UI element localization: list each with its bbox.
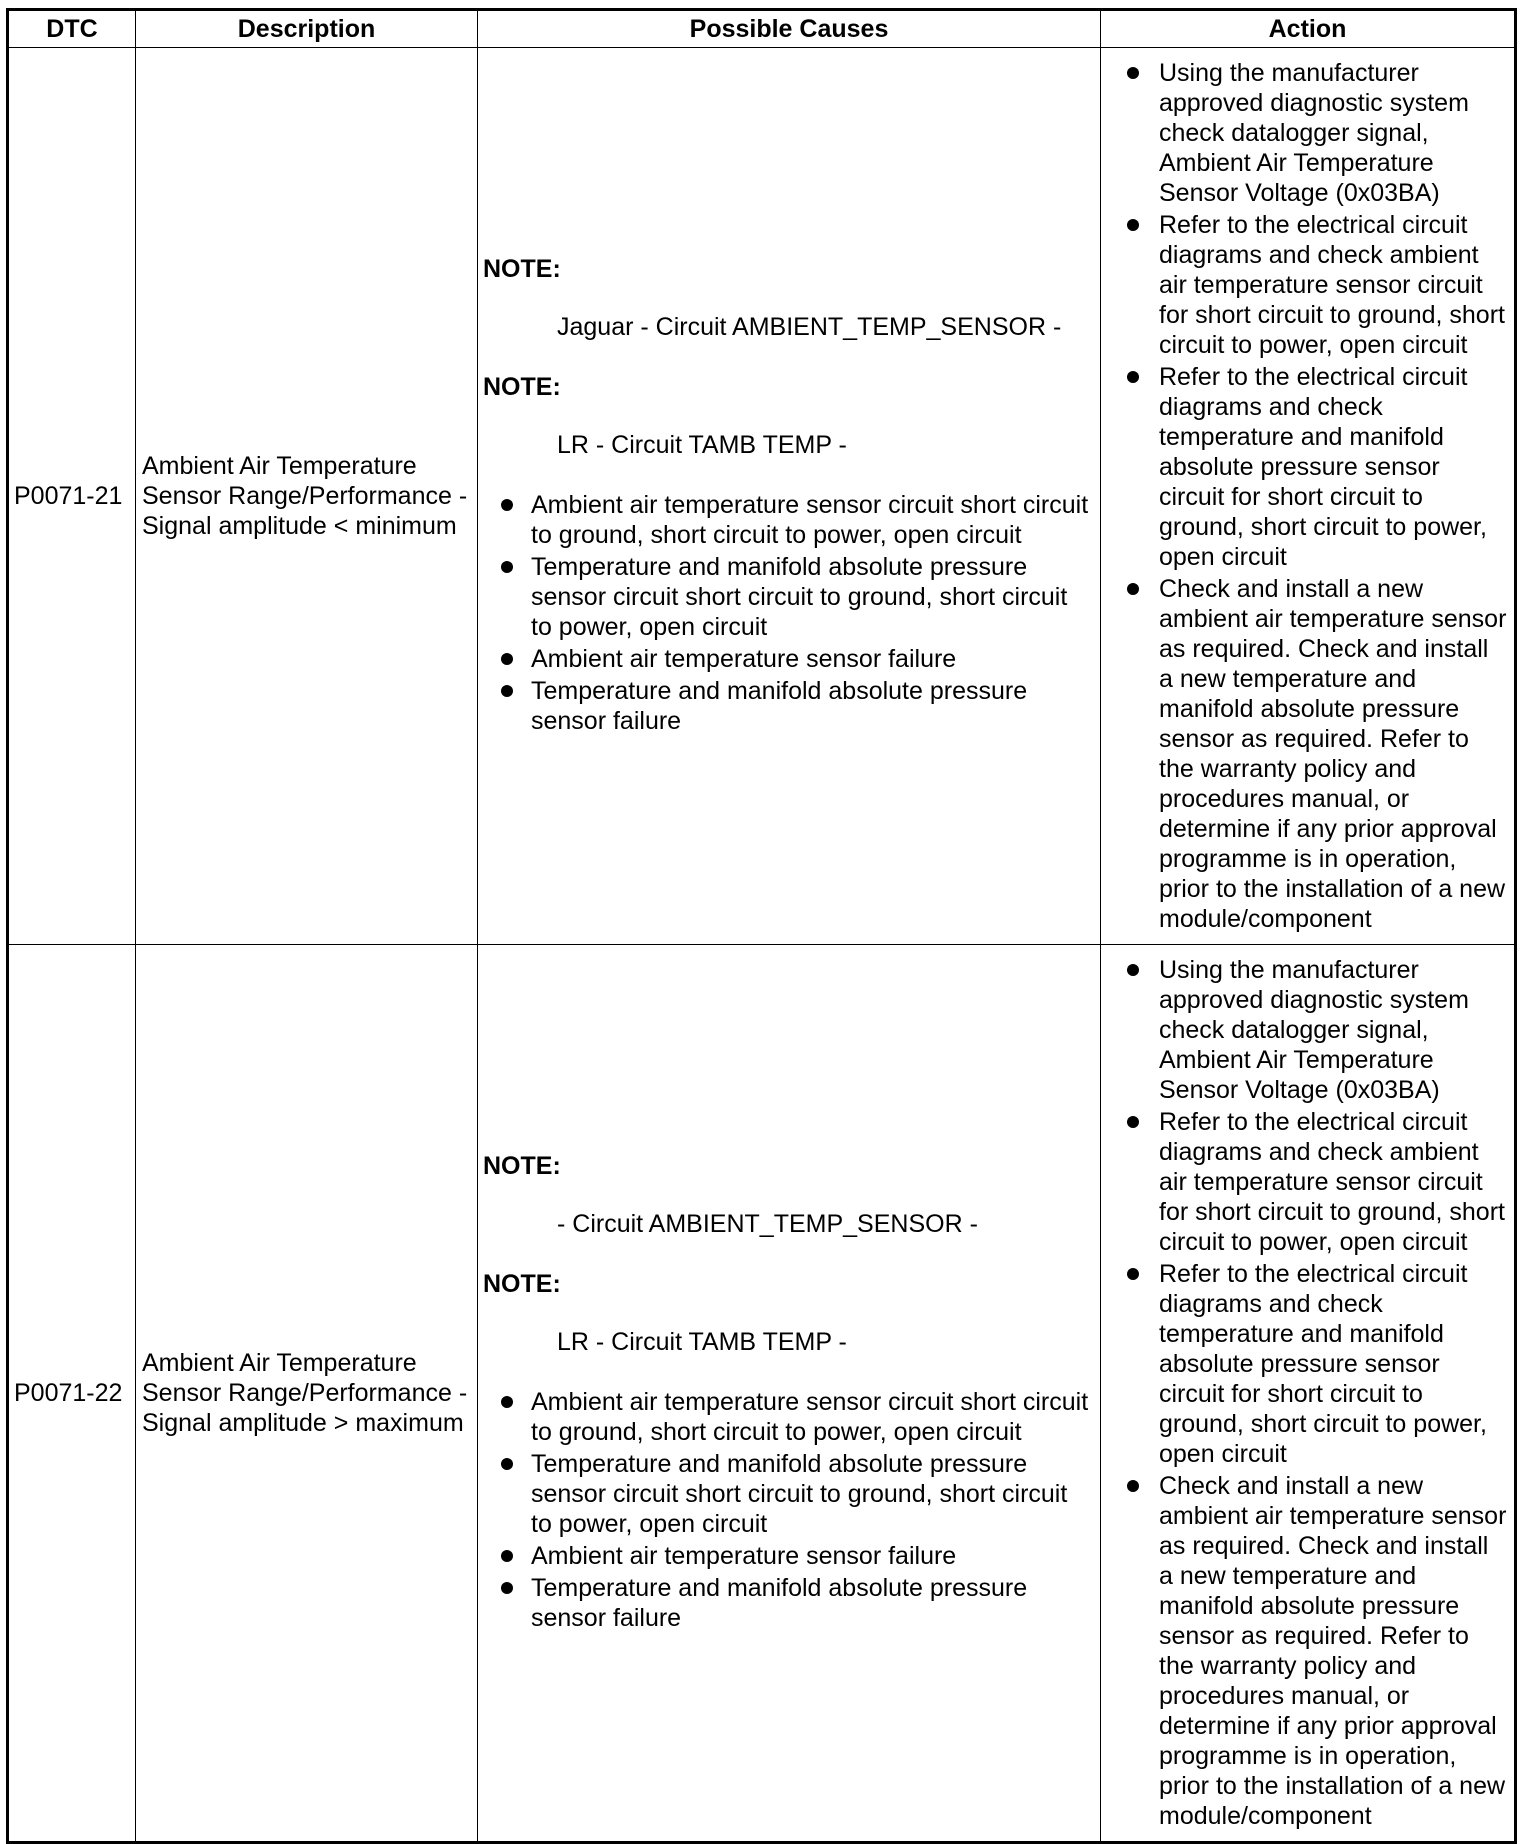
- note-label: NOTE:: [483, 373, 561, 401]
- list-item: Check and install a new ambient air temperature sensor as required. Check and install a new temperature and manifold absolute pressure sensor as required. Refer to the warranty policy and procedures manual, or determine if any prior approval programme is in operation, prior to the installation of a new module/component: [1105, 574, 1509, 934]
- action-list: [1105, 955, 1509, 1831]
- list-item: Ambient air temperature sensor failure: [483, 644, 1094, 674]
- list-item: Temperature and manifold absolute pressure sensor circuit short circuit to ground, short circuit to power, open circuit: [483, 552, 1094, 642]
- dtc-code: P0071-21: [8, 48, 136, 945]
- list-item: Refer to the electrical circuit diagrams and check ambient air temperature sensor circuit for short circuit to ground, short circuit to power, open circuit: [1105, 1107, 1509, 1257]
- note-text: LR - Circuit TAMB TEMP -: [557, 1328, 847, 1356]
- action-list: [1105, 58, 1509, 934]
- list-item: Temperature and manifold absolute pressure sensor circuit short circuit to ground, short circuit to power, open circuit: [483, 1449, 1094, 1539]
- note-text: LR - Circuit TAMB TEMP -: [557, 431, 847, 459]
- note-label: NOTE:: [483, 1270, 561, 1298]
- list-item: Temperature and manifold absolute pressure sensor failure: [483, 1573, 1094, 1633]
- list-item: Using the manufacturer approved diagnostic system check datalogger signal, Ambient Air Temperature Sensor Voltage (0x03BA): [1105, 955, 1509, 1105]
- possible-causes-cell: [478, 48, 1101, 945]
- list-item: Refer to the electrical circuit diagrams and check temperature and manifold absolute pressure sensor circuit for short circuit to ground, short circuit to power, open circuit: [1105, 1259, 1509, 1469]
- header-possible-causes: Possible Causes: [478, 10, 1101, 48]
- possible-causes-cell: [478, 945, 1101, 1843]
- dtc-code: P0071-22: [8, 945, 136, 1843]
- list-item: Temperature and manifold absolute pressure sensor failure: [483, 676, 1094, 736]
- note-block: [483, 1151, 1094, 1239]
- table-row: [8, 48, 1516, 945]
- note-text: Jaguar - Circuit AMBIENT_TEMP_SENSOR -: [557, 313, 1062, 341]
- list-item: Ambient air temperature sensor circuit short circuit to ground, short circuit to power, open circuit: [483, 1387, 1094, 1447]
- dtc-description: Ambient Air Temperature Sensor Range/Performance - Signal amplitude > maximum: [136, 945, 478, 1843]
- list-item: Refer to the electrical circuit diagrams and check temperature and manifold absolute pressure sensor circuit for short circuit to ground, short circuit to power, open circuit: [1105, 362, 1509, 572]
- action-cell: [1101, 48, 1516, 945]
- note-text: - Circuit AMBIENT_TEMP_SENSOR -: [557, 1210, 978, 1238]
- dtc-table: [6, 8, 1517, 1844]
- list-item: Check and install a new ambient air temperature sensor as required. Check and install a new temperature and manifold absolute pressure sensor as required. Refer to the warranty policy and procedures manual, or determine if any prior approval programme is in operation, prior to the installation of a new module/component: [1105, 1471, 1509, 1831]
- action-cell: [1101, 945, 1516, 1843]
- list-item: Ambient air temperature sensor circuit short circuit to ground, short circuit to power, open circuit: [483, 490, 1094, 550]
- list-item: Using the manufacturer approved diagnostic system check datalogger signal, Ambient Air Temperature Sensor Voltage (0x03BA): [1105, 58, 1509, 208]
- list-item: Refer to the electrical circuit diagrams and check ambient air temperature sensor circuit for short circuit to ground, short circuit to power, open circuit: [1105, 210, 1509, 360]
- table-row: [8, 945, 1516, 1843]
- dtc-document: [6, 8, 1514, 1844]
- header-description: Description: [136, 10, 478, 48]
- note-block: [483, 254, 1094, 342]
- note-label: NOTE:: [483, 1152, 561, 1180]
- dtc-description: Ambient Air Temperature Sensor Range/Performance - Signal amplitude < minimum: [136, 48, 478, 945]
- causes-list: [483, 490, 1094, 736]
- table-header-row: [8, 10, 1516, 48]
- list-item: Ambient air temperature sensor failure: [483, 1541, 1094, 1571]
- note-block: [483, 372, 1094, 460]
- note-block: [483, 1269, 1094, 1357]
- header-dtc: DTC: [8, 10, 136, 48]
- note-label: NOTE:: [483, 255, 561, 283]
- causes-list: [483, 1387, 1094, 1633]
- header-action: Action: [1101, 10, 1516, 48]
